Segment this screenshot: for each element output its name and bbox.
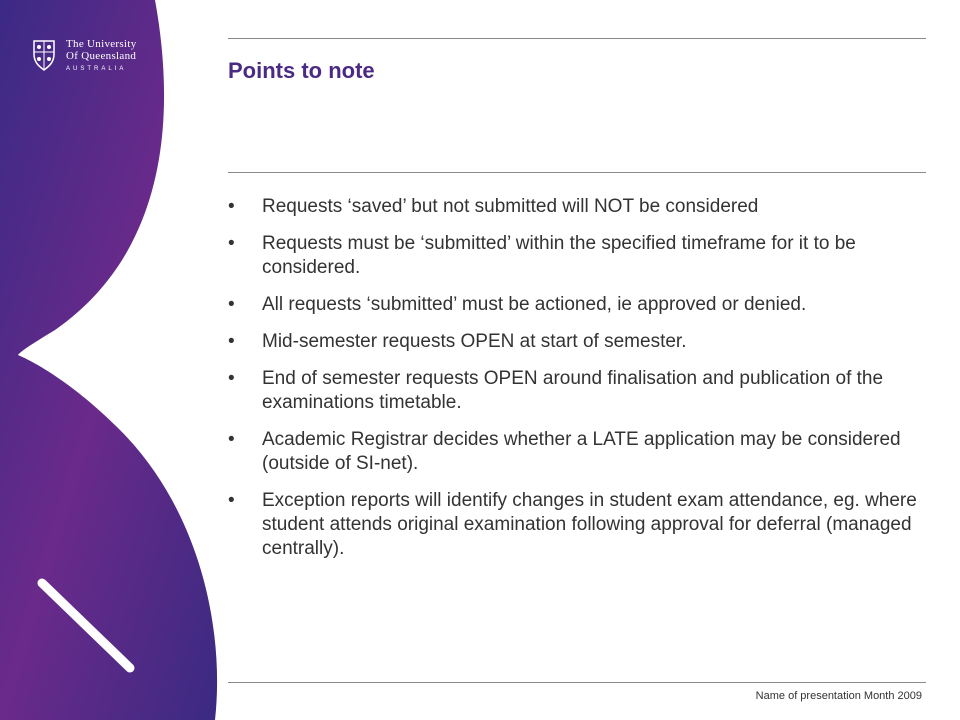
bullet-dot: • <box>228 294 235 315</box>
bullet-dot: • <box>228 490 235 511</box>
bullet-item <box>228 330 928 354</box>
bullet-list <box>228 195 928 574</box>
bullet-item <box>228 428 928 476</box>
bullet-text: All requests ‘submitted’ must be actioned, ie approved or denied. <box>262 294 807 315</box>
footer-text: Name of presentation Month 2009 <box>755 690 922 702</box>
university-name <box>66 38 137 75</box>
crest-icon <box>30 38 58 72</box>
slide-title: Points to note <box>228 58 375 83</box>
bullet-text: Exception reports will identify changes in student exam attendance, eg. where student attends original examination following approval for deferral (managed centrally). <box>262 490 917 559</box>
logo-line-1: The University <box>66 38 137 50</box>
bullet-dot: • <box>228 233 235 254</box>
bullet-item <box>228 367 928 415</box>
bullet-item <box>228 232 928 280</box>
bullet-item <box>228 195 928 219</box>
bullet-item <box>228 489 928 561</box>
top-rule <box>228 38 926 39</box>
bullet-text: Requests ‘saved’ but not submitted will NOT be considered <box>262 196 759 217</box>
footer-rule <box>228 682 926 683</box>
bullet-text: Mid-semester requests OPEN at start of semester. <box>262 331 687 352</box>
bullet-item <box>228 293 928 317</box>
title-rule <box>228 172 926 173</box>
bullet-text: End of semester requests OPEN around finalisation and publication of the examinations timetable. <box>262 368 884 413</box>
logo-line-3: AUSTRALIA <box>66 66 127 72</box>
bullet-dot: • <box>228 196 235 217</box>
bullet-dot: • <box>228 368 235 389</box>
bullet-text: Requests must be ‘submitted’ within the specified timeframe for it to be considered. <box>262 233 856 278</box>
bullet-dot: • <box>228 429 235 450</box>
bullet-text: Academic Registrar decides whether a LATE application may be considered (outside of SI-net). <box>262 429 901 474</box>
bullet-dot: • <box>228 331 235 352</box>
logo-line-2: Of Queensland <box>66 50 137 62</box>
